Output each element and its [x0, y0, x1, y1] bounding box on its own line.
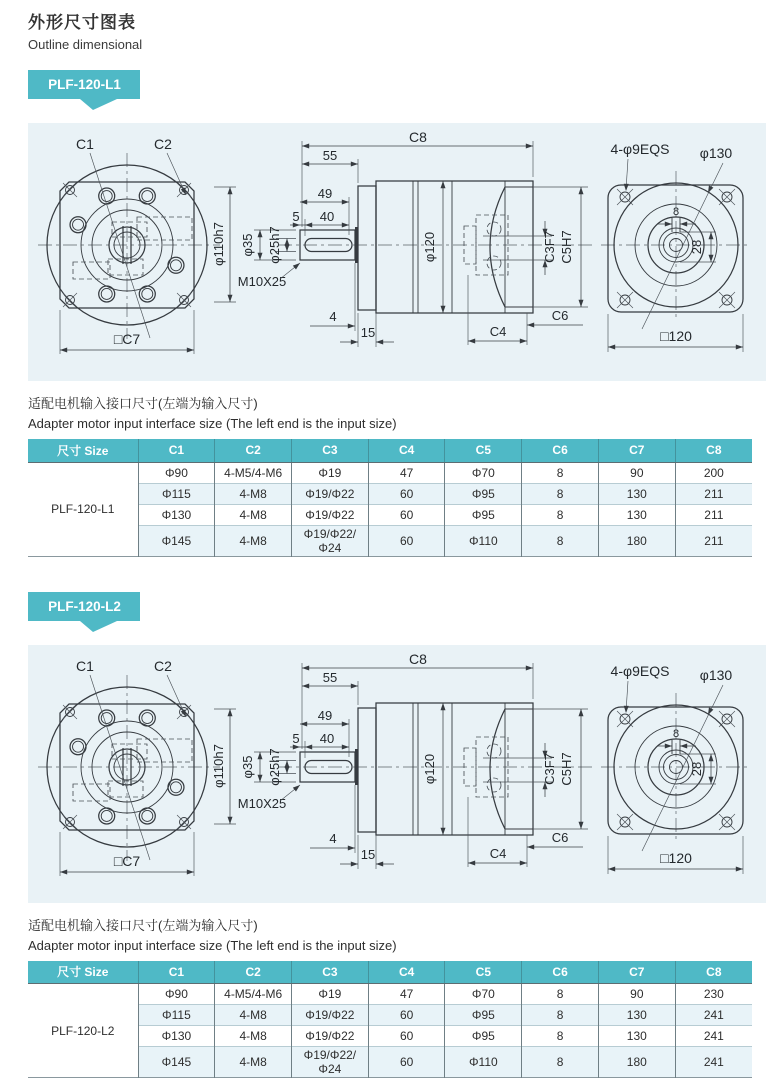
svg-text:8: 8	[673, 206, 679, 218]
size-column-header: 尺寸 Size	[28, 961, 138, 984]
table-caption-en: Adapter motor input interface size (The left end is the input size)	[28, 938, 766, 953]
svg-text:4: 4	[329, 831, 336, 846]
svg-text:C1: C1	[76, 658, 94, 674]
page-title: 外形尺寸图表	[28, 8, 766, 33]
table-cell: 211	[675, 483, 752, 504]
model-badge	[28, 70, 140, 99]
svg-text:M10X25: M10X25	[238, 796, 286, 811]
svg-text:φ120: φ120	[422, 753, 437, 783]
table-cell: Φ19/Φ22	[292, 1026, 369, 1047]
table-cell: Φ95	[445, 504, 522, 525]
table-cell: 211	[675, 504, 752, 525]
table-cell: 8	[522, 504, 599, 525]
column-header: C5	[445, 961, 522, 984]
table-cell: 8	[522, 1005, 599, 1026]
model-badge-label: PLF-120-L1	[48, 77, 121, 92]
column-header: C5	[445, 439, 522, 462]
column-header: C6	[522, 961, 599, 984]
table-cell: 4-M8	[215, 504, 292, 525]
svg-text:C6: C6	[552, 308, 569, 323]
table-cell: 8	[522, 483, 599, 504]
svg-text:49: 49	[318, 186, 332, 201]
table-cell: 180	[598, 525, 675, 556]
section-plf-120-l1	[28, 52, 766, 557]
svg-text:C4: C4	[490, 324, 507, 339]
column-header: C1	[138, 439, 215, 462]
table-cell: Φ19	[292, 984, 369, 1005]
table-caption-cn: 适配电机输入接口尺寸(左端为输入尺寸)	[28, 915, 766, 934]
column-header: C3	[292, 961, 369, 984]
table-cell: 211	[675, 525, 752, 556]
svg-text:C8: C8	[409, 129, 427, 145]
svg-text:C6: C6	[552, 830, 569, 845]
table-cell: 241	[675, 1026, 752, 1047]
svg-text:40: 40	[320, 731, 334, 746]
table-cell: Φ95	[445, 1026, 522, 1047]
row-label-cell: PLF-120-L2	[28, 984, 138, 1078]
column-header: C2	[215, 439, 292, 462]
table-cell: Φ19/Φ22	[292, 504, 369, 525]
outline-drawing-svg	[28, 123, 766, 381]
svg-text:φ25h7: φ25h7	[267, 748, 282, 785]
table-cell: 60	[368, 1005, 445, 1026]
table-cell: 8	[522, 462, 599, 483]
svg-text:C3F7: C3F7	[542, 753, 557, 785]
svg-text:55: 55	[323, 148, 337, 163]
table-cell: 4-M8	[215, 525, 292, 556]
svg-text:φ110h7: φ110h7	[211, 744, 226, 788]
table-cell: Φ70	[445, 462, 522, 483]
svg-text:φ110h7: φ110h7	[211, 222, 226, 266]
table-cell: 60	[368, 1026, 445, 1047]
svg-text:□120: □120	[660, 328, 692, 344]
table-cell: Φ90	[138, 462, 215, 483]
side-view	[238, 651, 592, 869]
table-cell: 200	[675, 462, 752, 483]
table-cell: Φ110	[445, 525, 522, 556]
svg-text:40: 40	[320, 209, 334, 224]
table-cell: 4-M8	[215, 1005, 292, 1026]
svg-text:φ35: φ35	[240, 234, 255, 257]
size-column-header: 尺寸 Size	[28, 439, 138, 462]
outline-drawing-panel	[28, 123, 766, 381]
svg-text:M10X25: M10X25	[238, 274, 286, 289]
svg-text:φ130: φ130	[700, 145, 733, 161]
table-cell: 4-M8	[215, 1047, 292, 1078]
svg-text:□C7: □C7	[114, 853, 141, 869]
table-cell: 47	[368, 462, 445, 483]
column-header: C7	[598, 961, 675, 984]
table-cell: 4-M8	[215, 483, 292, 504]
column-header: C8	[675, 439, 752, 462]
column-header: C7	[598, 439, 675, 462]
table-cell: Φ19/Φ22/Φ24	[292, 525, 369, 556]
outline-drawing-svg	[28, 645, 766, 903]
svg-text:C1: C1	[76, 136, 94, 152]
dimension-table	[28, 961, 752, 1078]
rear-view	[601, 663, 751, 874]
table-cell: 60	[368, 483, 445, 504]
column-header: C1	[138, 961, 215, 984]
row-label-cell: PLF-120-L1	[28, 462, 138, 556]
table-row	[28, 984, 752, 1005]
table-cell: Φ130	[138, 1026, 215, 1047]
outline-drawing-panel	[28, 645, 766, 903]
svg-text:4: 4	[329, 309, 336, 324]
table-row	[28, 462, 752, 483]
svg-text:C3F7: C3F7	[542, 231, 557, 263]
table-cell: Φ115	[138, 1005, 215, 1026]
table-cell: Φ90	[138, 984, 215, 1005]
svg-text:55: 55	[323, 670, 337, 685]
table-caption-en: Adapter motor input interface size (The left end is the input size)	[28, 416, 766, 431]
table-cell: Φ19	[292, 462, 369, 483]
model-badge	[28, 592, 140, 621]
svg-text:28: 28	[689, 761, 704, 775]
table-cell: Φ70	[445, 984, 522, 1005]
column-header: C3	[292, 439, 369, 462]
outline-drawing	[28, 645, 766, 903]
table-cell: 241	[675, 1047, 752, 1078]
table-cell: Φ115	[138, 483, 215, 504]
table-cell: Φ19/Φ22/Φ24	[292, 1047, 369, 1078]
table-cell: Φ19/Φ22	[292, 483, 369, 504]
table-cell: 90	[598, 462, 675, 483]
svg-text:φ35: φ35	[240, 755, 255, 778]
svg-text:5: 5	[292, 731, 299, 746]
table-cell: 47	[368, 984, 445, 1005]
front-view	[38, 136, 236, 354]
front-view	[38, 658, 236, 876]
svg-text:φ25h7: φ25h7	[267, 226, 282, 263]
table-cell: 4-M5/4-M6	[215, 462, 292, 483]
table-cell: 130	[598, 504, 675, 525]
table-cell: 60	[368, 525, 445, 556]
table-cell: Φ130	[138, 504, 215, 525]
svg-text:φ120: φ120	[422, 232, 437, 262]
model-badge-label: PLF-120-L2	[48, 599, 121, 614]
rear-view	[601, 141, 751, 352]
svg-text:49: 49	[318, 708, 332, 723]
table-cell: 4-M5/4-M6	[215, 984, 292, 1005]
dimension-table	[28, 439, 752, 557]
table-cell: 60	[368, 1047, 445, 1078]
column-header: C4	[368, 439, 445, 462]
table-cell: 130	[598, 1005, 675, 1026]
svg-text:28: 28	[689, 240, 704, 254]
table-cell: Φ145	[138, 525, 215, 556]
column-header: C4	[368, 961, 445, 984]
section-plf-120-l2	[28, 557, 766, 1078]
table-cell: 8	[522, 1047, 599, 1078]
table-cell: Φ110	[445, 1047, 522, 1078]
svg-text:□120: □120	[660, 850, 692, 866]
column-header: C6	[522, 439, 599, 462]
svg-text:4-φ9EQS: 4-φ9EQS	[611, 663, 670, 679]
table-cell: Φ19/Φ22	[292, 1005, 369, 1026]
svg-text:C2: C2	[154, 658, 172, 674]
outline-drawing	[28, 123, 766, 381]
page-subtitle: Outline dimensional	[28, 37, 766, 52]
table-cell: 4-M8	[215, 1026, 292, 1047]
table-cell: 241	[675, 1005, 752, 1026]
table-caption-cn: 适配电机输入接口尺寸(左端为输入尺寸)	[28, 393, 766, 412]
svg-text:□C7: □C7	[114, 331, 141, 347]
table-cell: 60	[368, 504, 445, 525]
svg-text:C4: C4	[490, 846, 507, 861]
table-cell: 130	[598, 483, 675, 504]
table-cell: 8	[522, 1026, 599, 1047]
svg-text:C5H7: C5H7	[559, 752, 574, 785]
svg-text:8: 8	[673, 728, 679, 740]
svg-text:C2: C2	[154, 136, 172, 152]
table-cell: Φ145	[138, 1047, 215, 1078]
svg-text:4-φ9EQS: 4-φ9EQS	[611, 141, 670, 157]
table-cell: 180	[598, 1047, 675, 1078]
side-view	[238, 129, 592, 347]
svg-text:C8: C8	[409, 651, 427, 667]
table-cell: Φ95	[445, 1005, 522, 1026]
svg-text:C5H7: C5H7	[559, 230, 574, 263]
svg-text:5: 5	[292, 209, 299, 224]
table-cell: 130	[598, 1026, 675, 1047]
svg-text:15: 15	[361, 325, 375, 340]
svg-text:φ130: φ130	[700, 667, 733, 683]
table-cell: 230	[675, 984, 752, 1005]
table-cell: 8	[522, 984, 599, 1005]
svg-text:15: 15	[361, 847, 375, 862]
table-cell: Φ95	[445, 483, 522, 504]
column-header: C8	[675, 961, 752, 984]
table-cell: 8	[522, 525, 599, 556]
column-header: C2	[215, 961, 292, 984]
table-cell: 90	[598, 984, 675, 1005]
